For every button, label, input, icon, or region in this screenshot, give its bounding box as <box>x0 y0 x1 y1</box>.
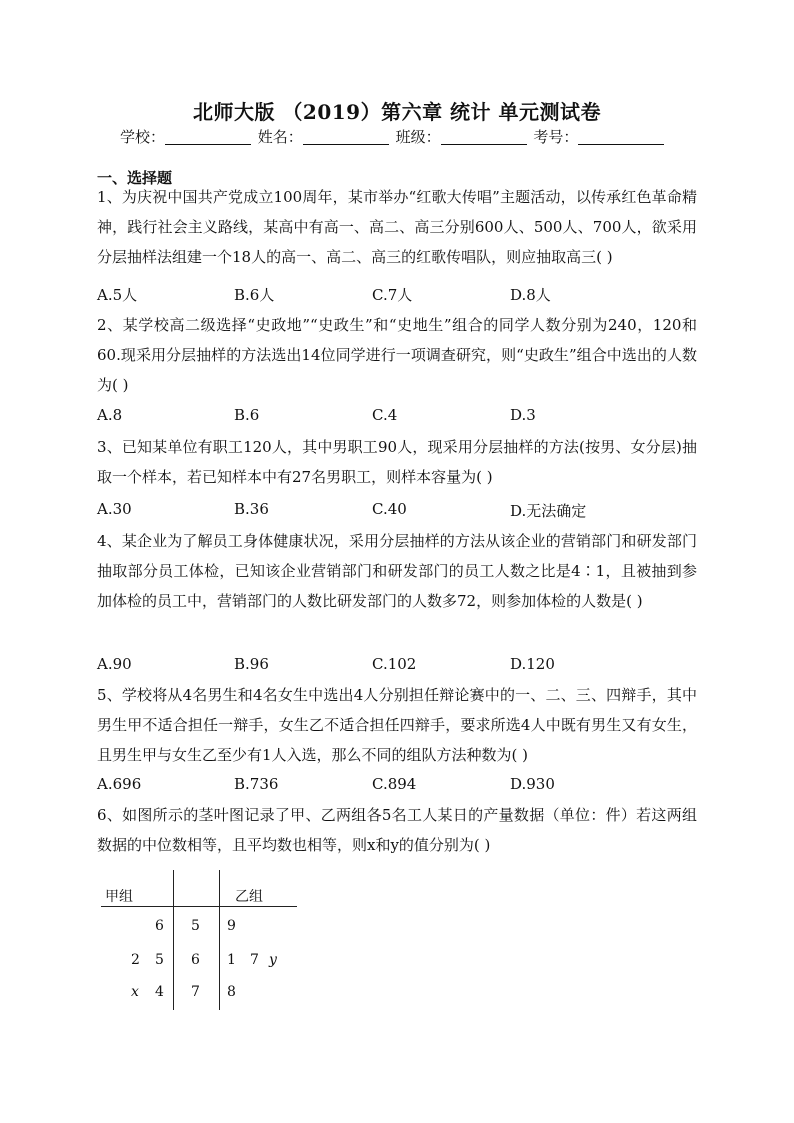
left-leaf: 2 <box>131 952 140 968</box>
q4-option-b: B.96 <box>234 655 269 673</box>
question-5: 5、学校将从4名男生和4名女生中选出4人分别担任辩论赛中的一、二、三、四辩手，其中男生甲不适合担任一辩手，女生乙不适合担任四辩手，要求所选4人中既有男生又有女生，且男生甲与女生乙至少有1人入选，那么不同的组队方法种数为( ) <box>97 686 697 764</box>
question-3: 3、已知某单位有职工120人，其中男职工90人，现采用分层抽样的方法(按男、女分层)抽取一个样本，若已知样本中有27名男职工，则样本容量为( ) <box>97 438 697 486</box>
page-title: 北师大版 （2019）第六章 统计 单元测试卷 <box>192 100 602 124</box>
q3-option-d: D.无法确定 <box>510 502 587 520</box>
left-leaf: 5 <box>155 952 164 968</box>
school-blank[interactable] <box>165 128 251 145</box>
question-5-options <box>97 775 697 797</box>
q2-option-a: A.8 <box>97 406 123 424</box>
question-6: 6、如图所示的茎叶图记录了甲、乙两组各5名工人某日的产量数据（单位：件）若这两组数据的中位数相等，且平均数也相等，则x和y的值分别为( ) <box>97 806 697 854</box>
q3-option-a: A.30 <box>97 500 132 518</box>
q2-option-b: B.6 <box>234 406 260 424</box>
question-2: 2、某学校高二级选择“史政地”“史政生”和“史地生”组合的同学人数分别为240，120和60.现采用分层抽样的方法选出14位同学进行一项调查研究，则“史政生”组合中选出的人数为( ) <box>97 316 697 394</box>
q1-option-c: C.7人 <box>372 286 413 304</box>
q5-option-d: D.930 <box>510 775 555 793</box>
q3-option-b: B.36 <box>234 500 269 518</box>
class-label: 班级： <box>395 128 441 146</box>
left-group-header: 甲组 <box>105 889 133 905</box>
exam-number-label: 考号： <box>533 128 579 146</box>
section-heading: 一、选择题 <box>97 169 173 187</box>
left-leaf: 6 <box>155 918 164 934</box>
stem-leaf-left-divider <box>173 870 174 1010</box>
q2-option-c: C.4 <box>372 406 398 424</box>
q1-option-d: D.8人 <box>510 286 551 304</box>
q4-option-d: D.120 <box>510 655 555 673</box>
class-blank[interactable] <box>441 128 527 145</box>
q3-option-c: C.40 <box>372 500 407 518</box>
q4-option-c: C.102 <box>372 655 417 673</box>
right-group-header: 乙组 <box>235 889 263 905</box>
name-label: 姓名： <box>257 128 303 146</box>
q5-option-b: B.736 <box>234 775 279 793</box>
q4-option-a: A.90 <box>97 655 132 673</box>
q1-option-a: A.5人 <box>97 286 138 304</box>
stem-leaf-plot <box>95 870 305 1020</box>
left-leaf: 4 <box>155 984 164 1000</box>
q1-option-b: B.6人 <box>234 286 275 304</box>
question-1-options <box>97 284 697 306</box>
question-1: 1、为庆祝中国共产党成立100周年，某市举办“红歌大传唱”主题活动，以传承红色革命精神，践行社会主义路线，某高中有高一、高二、高三分别600人、500人、700人，欲采用分层抽样法组建一个18人的高一、高二、高三的红歌传唱队，则应抽取高三( ) <box>97 188 697 266</box>
left-leaf-variable: x <box>131 984 139 1000</box>
right-leaf: 7 <box>250 952 259 968</box>
student-info-line <box>120 126 666 147</box>
stem-value: 5 <box>191 918 200 934</box>
stem-leaf-right-divider <box>219 870 220 1010</box>
exam-number-blank[interactable] <box>578 128 664 145</box>
stem-value: 7 <box>191 984 200 1000</box>
q5-option-a: A.696 <box>97 775 142 793</box>
right-leaf: 9 <box>227 918 236 934</box>
right-leaf: 1 <box>227 952 236 968</box>
question-4: 4、某企业为了解员工身体健康状况，采用分层抽样的方法从该企业的营销部门和研发部门抽取部分员工体检，已知该企业营销部门和研发部门的员工人数之比是4∶1，且被抽到参加体检的员工中，营销部门的人数比研发部门的人数多72，则参加体检的人数是( ) <box>97 532 697 610</box>
school-label: 学校： <box>120 128 166 146</box>
stem-value: 6 <box>191 952 200 968</box>
question-3-options <box>97 500 697 522</box>
stem-leaf-header-rule <box>101 906 297 907</box>
question-2-options <box>97 406 697 428</box>
name-blank[interactable] <box>303 128 389 145</box>
q5-option-c: C.894 <box>372 775 417 793</box>
right-leaf: 8 <box>227 984 236 1000</box>
q2-option-d: D.3 <box>510 406 536 424</box>
right-leaf-variable: y <box>269 952 277 968</box>
question-4-options <box>97 655 697 677</box>
